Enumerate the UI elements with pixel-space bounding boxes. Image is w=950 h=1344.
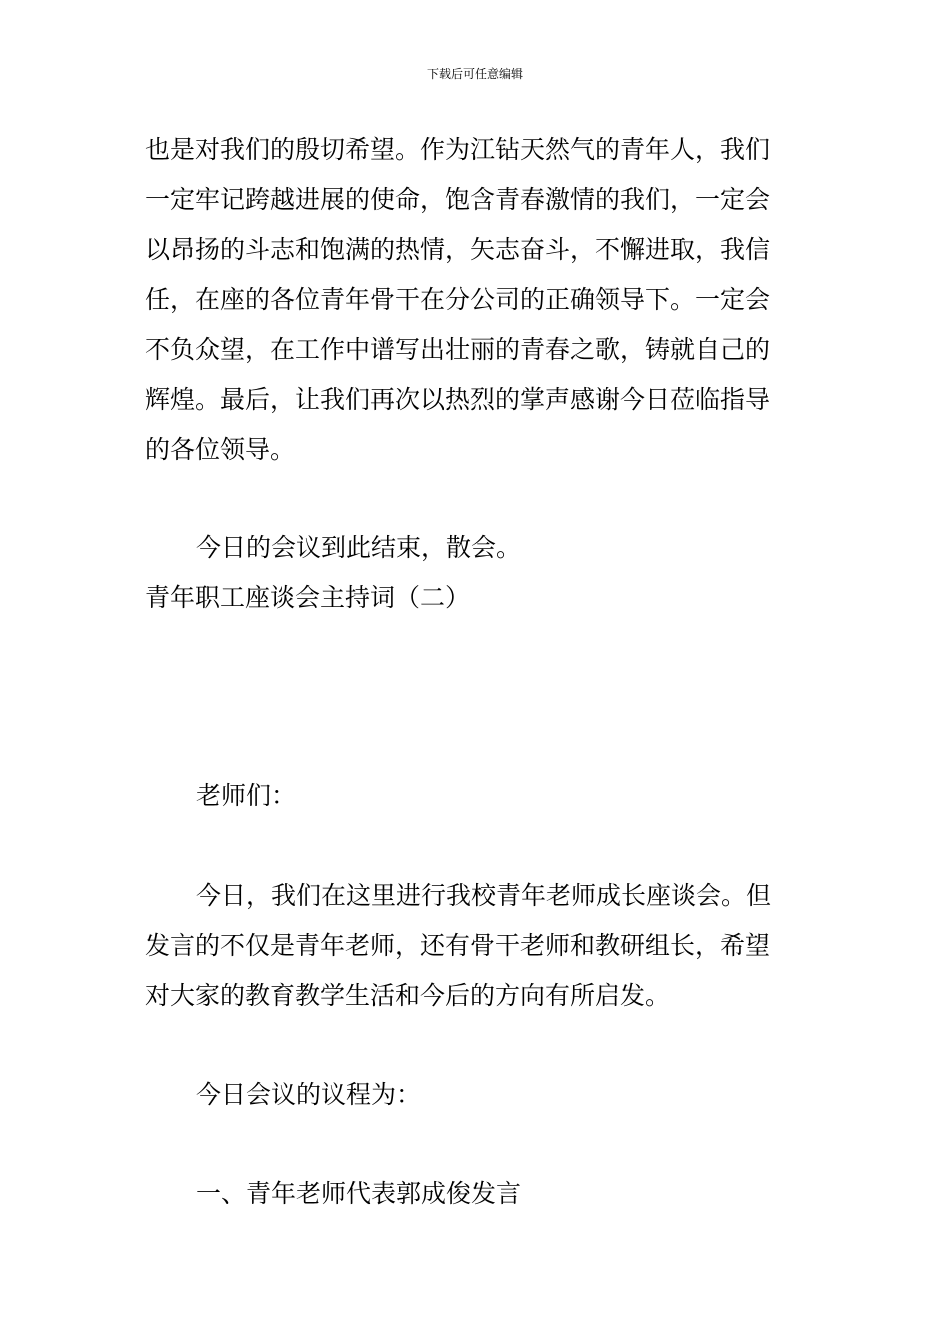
text-line: 任，在座的各位青年骨干在分公司的正确领导下。一定会 xyxy=(145,285,771,314)
text-line: 不负众望，在工作中谱写出壮丽的青春之歌，铸就自己的 xyxy=(145,335,771,364)
closing-line: 今日的会议到此结束，散会。 xyxy=(196,533,522,562)
paragraph-conclusion xyxy=(145,125,810,475)
paragraph-intro xyxy=(145,871,810,1021)
text-line: 一定牢记跨越进展的使命，饱含青春激情的我们，一定会 xyxy=(145,185,771,214)
text-line: 也是对我们的殷切希望。作为江钻天然气的青年人，我们 xyxy=(145,135,771,164)
greeting: 老师们： xyxy=(196,781,297,810)
text-line: 对大家的教育教学生活和今后的方向有所启发。 xyxy=(145,981,671,1010)
text-line: 以昂扬的斗志和饱满的热情，矢志奋斗，不懈进取，我信 xyxy=(145,235,771,264)
text-line: 辉煌。最后，让我们再次以热烈的掌声感谢今日莅临指导 xyxy=(145,385,771,414)
agenda-item: 一、青年老师代表郭成俊发言 xyxy=(196,1179,522,1208)
text-line: 发言的不仅是青年老师，还有骨干老师和教研组长，希望 xyxy=(145,931,771,960)
page-header: 下载后可任意编辑 xyxy=(426,67,523,81)
agenda-intro: 今日会议的议程为： xyxy=(196,1080,422,1109)
section-title: 青年职工座谈会主持词（二） xyxy=(145,583,471,612)
text-line: 的各位领导。 xyxy=(145,435,296,464)
text-line: 今日，我们在这里进行我校青年老师成长座谈会。但 xyxy=(196,881,772,910)
